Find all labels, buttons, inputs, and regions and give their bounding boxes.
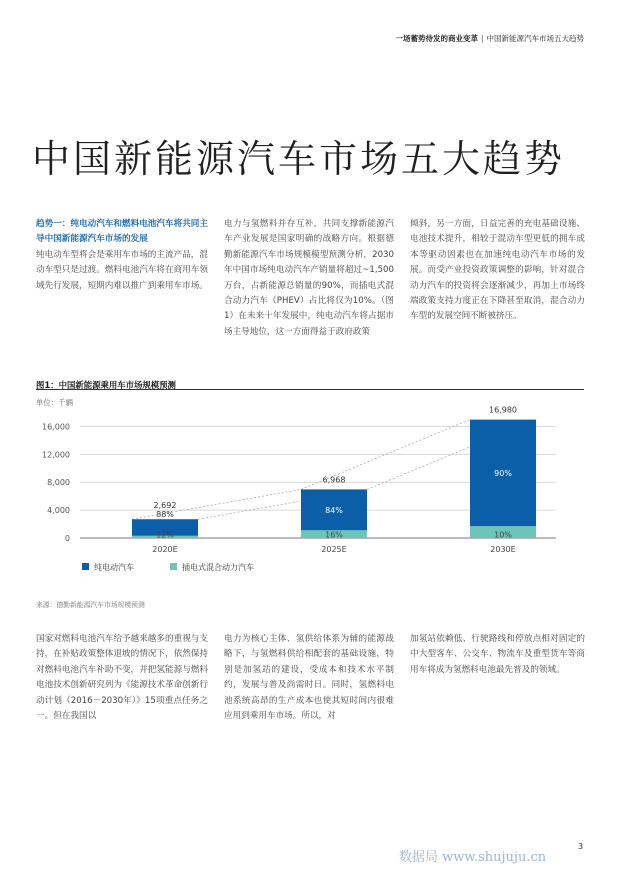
trend-heading: 趋势一：纯电动汽车和燃料电池汽车将共同主导中国新能源汽车市场的发展 — [36, 219, 208, 245]
paragraph: 纯电动车型将会是乘用车市场的主流产品，混动车型只是过渡。燃料电池汽车将在商用车领域先行发展，短期内难以推广到乘用车市场。 — [36, 249, 208, 291]
figure-unit: 单位：千辆 — [36, 398, 73, 407]
top-column-3: 倾斜，另一方面，日益完善的充电基础设施、电池技术提升，相较于混动车型更低的拥车成本等驱动因素也在加速纯电动汽车市场的发展。而受产业投资政策调整的影响，针对混合动力汽车的投资将会逐渐减少，再加上市场终端政策支持力度正在下降甚至取消，混合动力车型的发展空间不断被挤压。 — [410, 219, 585, 322]
total-value-label: 16,980 — [489, 405, 517, 415]
y-tick-label: 16,000 — [42, 422, 70, 432]
bottom-column-2: 电力为核心主体、氢供给体系为辅的能源战略下，与氢燃料供给相配套的基础设施，特别是加氢站的建设，受成本和技术水平制约，发展与普及尚需时日。同时，氢燃料电池系统高昂的生产成本也使其短时间内很难应用到乘用车市场。所以，对 — [224, 634, 394, 722]
bev-share-label: 88% — [156, 510, 174, 520]
bottom-column-1: 国家对燃料电池汽车给予越来越多的重视与支持，在补贴政策整体退坡的情况下，依然保持对燃料电池汽车补助不变，并把氢能源与燃料电池技术创新研究列为《能源技术革命创新行动计划（2016－2030年）》15项重点任务之一。但在我国以 — [36, 634, 208, 722]
header-section: 一场蓄势待发的商业变革 — [395, 34, 478, 43]
legend-swatch-phev — [170, 563, 177, 570]
top-column-2: 电力与氢燃料并存互补，共同支撑新能源汽车产业发展是国家明确的战略方向。根据德勤新能源汽车市场规模模型预测分析，2030年中国市场纯电动汽车产销量将超过~1,500万台，占新能源总销量的90%，而插电式混合动力汽车（PHEV）占比将仅为10%。（图1）在未来十年发展中，纯电动汽车将占据市场主导地位，这一方面得益于政府政策 — [224, 219, 394, 337]
phev-share-label: 10% — [494, 530, 512, 540]
page-number: 3 — [578, 842, 584, 851]
top-column-1 — [36, 217, 208, 294]
figure-source: 来源：德勤新能源汽车市场规模预测 — [36, 601, 145, 609]
header-chapter: 中国新能源汽车市场五大趋势 — [486, 34, 584, 43]
figure-divider — [36, 389, 584, 390]
page-title: 中国新能源汽车市场五大趋势 — [32, 137, 566, 181]
x-category-label: 2030E — [490, 545, 516, 554]
y-tick-label: 8,000 — [47, 478, 70, 488]
watermark: 数据局 www.shujuju.cn — [399, 850, 547, 865]
y-tick-label: 0 — [64, 534, 70, 543]
total-value-label: 6,968 — [322, 475, 346, 485]
y-tick-label: 4,000 — [47, 506, 70, 516]
bev-share-label: 84% — [325, 505, 343, 515]
legend-swatch-bev — [82, 563, 89, 570]
phev-share-label: 12% — [156, 530, 174, 540]
bottom-column-3: 加氢站依赖低、行驶路线和停放点相对固定的中大型客车、公交车、物流车及重型货车等商用车将成为氢燃料电池最先普及的领域。 — [410, 634, 585, 675]
figure-title: 图1：中国新能源乘用车市场规模预测 — [36, 380, 176, 390]
x-category-label: 2020E — [152, 545, 178, 554]
total-value-label: 2,692 — [153, 501, 177, 511]
y-tick-label: 12,000 — [42, 450, 70, 460]
market-size-chart — [36, 405, 584, 591]
phev-share-label: 16% — [325, 530, 343, 540]
running-header — [395, 33, 584, 44]
x-category-label: 2025E — [321, 545, 347, 554]
legend-label-bev: 纯电动汽车 — [94, 563, 134, 572]
header-separator: | — [480, 34, 484, 43]
bev-share-label: 90% — [494, 468, 512, 478]
legend-label-phev: 插电式混合动力汽车 — [182, 563, 254, 572]
